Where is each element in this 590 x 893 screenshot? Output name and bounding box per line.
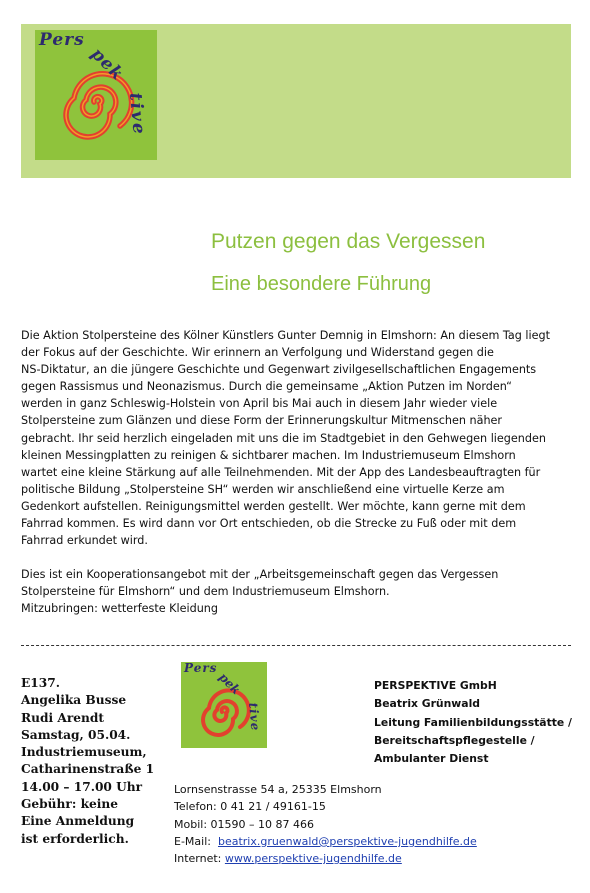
organization-role: Leitung Familienbildungsstätte / [374,715,572,729]
description-line: gegen Rassismus und Neonazismus. Durch die gemeinsame „Aktion Putzen im Norden“ [21,380,512,394]
organization-role: Bereitschaftspflegestelle / [374,733,535,747]
logo-lettering-small: Pers [184,661,218,675]
cooperation-line: Stolpersteine für Elmshorn“ und dem Industriemuseum Elmshorn. [21,585,390,599]
description-line: Stolpersteine zum Glänzen und diese Form der Erinnerungskultur Mitmenschen näher [21,414,503,428]
organization-name: PERSPEKTIVE GmbH [374,679,497,692]
description-line: der Fokus auf der Geschichte. Wir erinnern an Verfolgung und Widerstand gegen die [21,346,494,360]
perspektive-logo-small [181,662,267,748]
event-time: 14.00 – 17.00 Uhr [21,779,143,794]
description-line: gebracht. Ihr seid herzlich eingeladen mit uns die im Stadtgebiet in den Gehwegen liegenden [21,431,546,445]
event-code: E137. [21,676,60,690]
description-line: politische Bildung „Stolpersteine SH“ werden wir anschließend eine virtuelle Kerze am [21,482,505,496]
website-link[interactable]: www.perspektive-jugendhilfe.de [224,852,402,866]
description-line: Die Aktion Stolpersteine des Kölner Künstlers Gunter Demnig in Elmshorn: An diesem Tag liegt [21,329,550,342]
logo-lettering-small-tail: tive [246,702,263,732]
website-label: Internet: [174,852,222,866]
description [21,327,570,618]
event-details [21,675,171,848]
contact-phone: Telefon: 0 41 21 / 49161-15 [174,800,326,814]
perspektive-logo [35,30,157,160]
event-venue-address: Catharinenstraße 1 [21,762,155,777]
description-line: Fahrrad erkundet wird. [21,534,148,548]
header-banner [21,24,571,178]
logo-lettering-arc: pek [86,44,128,85]
contact-address: Lornsenstrasse 54 a, 25335 Elmshorn [174,783,382,796]
logo-lettering: Pers [39,30,85,50]
contact-mobile: Mobil: 01590 – 10 87 466 [174,817,314,831]
cooperation-line: Dies ist ein Kooperationsangebot mit der „Arbeitsgemeinschaft gegen das Vergessen [21,568,499,582]
description-line: NS-Diktatur, an die jüngere Geschichte und Gegenwart zivilgesellschaftlichen Engagements [21,363,537,377]
description-line: wartet eine kleine Stärkung auf alle Teilnehmenden. Mit der App des Landesbeauftragten für [21,465,541,479]
event-leader: Rudi Arendt [21,710,105,725]
email-label: E-Mail: [174,834,211,848]
description-line: Gedenkort aufstellen. Reinigungsmittel werden gestellt. Wer möchte, kann gerne mit dem [21,499,526,513]
contact-website-row [174,850,477,867]
description-line: Fahrrad kommen. Es wird dann vor Ort entschieden, ob die Strecke zu Fuß oder mit dem [21,517,517,531]
organization-info [374,677,572,768]
page-subtitle: Eine besondere Führung [211,273,432,295]
email-link[interactable]: beatrix.gruenwald@perspektive-jugendhilfe.de [217,834,477,848]
event-registration: Eine Anmeldung [21,814,135,829]
bring-along-note: Mitzubringen: wetterfeste Kleidung [21,602,218,616]
contact-info [174,781,477,867]
event-venue: Industriemuseum, [21,745,147,760]
contact-email-row [174,833,477,850]
page-title: Putzen gegen das Vergessen [211,230,486,253]
description-line: werden in ganz Schleswig-Holstein von April bis Mai auch in diesem Jahr wieder viele [21,397,498,411]
logo-lettering-tail: tive [125,92,149,137]
event-date: Samstag, 05.04. [21,727,131,742]
dashed-divider [21,645,571,646]
organization-role: Ambulanter Dienst [374,752,489,766]
logo-lettering-small-arc: pek [216,670,244,698]
event-fee: Gebühr: keine [21,797,119,812]
contact-person: Beatrix Grünwald [374,697,480,711]
event-leader: Angelika Busse [21,693,127,708]
event-registration: ist erforderlich. [21,831,129,846]
description-line: kleinen Messingplatten zu reinigen & sichtbarer machen. Im Industriemuseum Elmshorn [21,448,516,462]
